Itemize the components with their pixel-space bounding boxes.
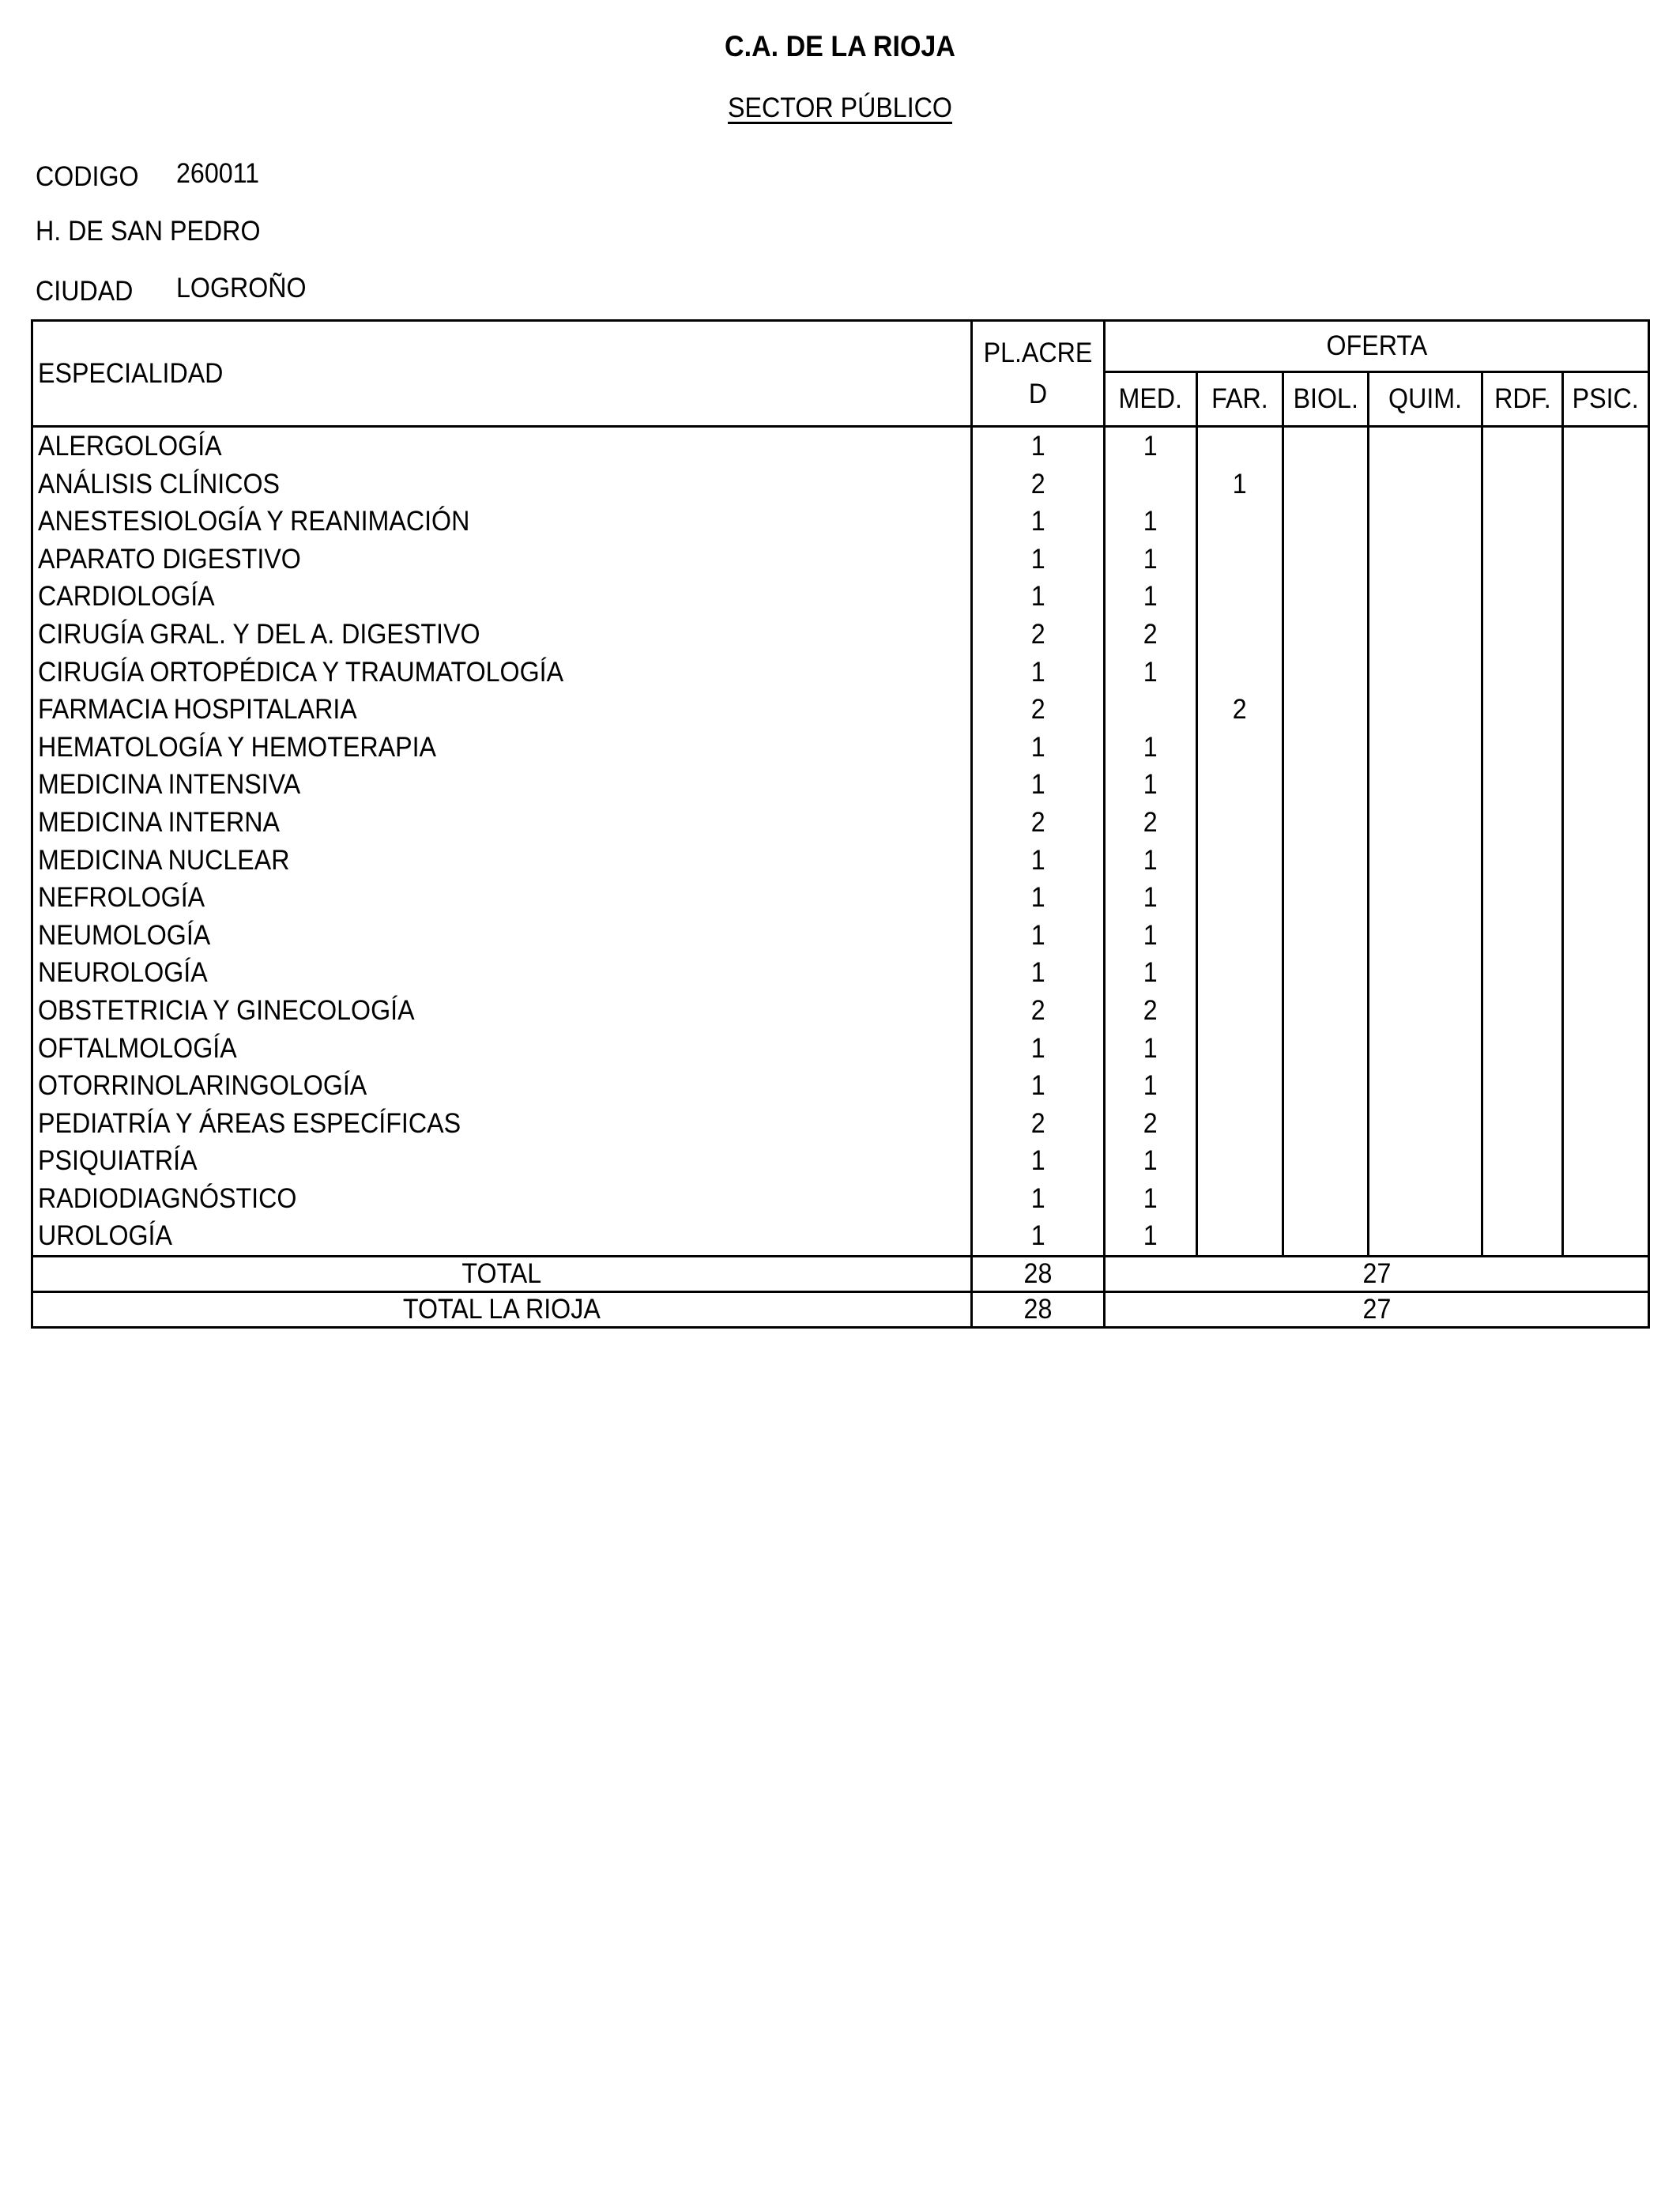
rdf-cell — [1482, 578, 1563, 616]
hospital-line — [36, 216, 280, 247]
especialidad-cell: OBSTETRICIA Y GINECOLOGÍA — [32, 992, 972, 1030]
far-cell — [1197, 1217, 1283, 1256]
header-plazas-acreditadas: PL.ACRE D — [972, 321, 1105, 427]
table-row — [32, 616, 1649, 654]
table-row — [32, 1180, 1649, 1218]
med-cell: 1 — [1105, 1180, 1197, 1218]
rdf-cell — [1482, 804, 1563, 842]
rdf-cell — [1482, 729, 1563, 767]
table-totals — [32, 1257, 1649, 1328]
total-label: TOTAL LA RIOJA — [32, 1292, 972, 1328]
especialidad-cell: NEUROLOGÍA — [32, 954, 972, 992]
psic-cell — [1563, 541, 1649, 579]
psic-cell — [1563, 766, 1649, 804]
especialidad-cell: MEDICINA NUCLEAR — [32, 842, 972, 880]
psic-cell — [1563, 992, 1649, 1030]
biol-cell — [1283, 427, 1369, 466]
far-cell — [1197, 842, 1283, 880]
especialidad-cell: CIRUGÍA ORTOPÉDICA Y TRAUMATOLOGÍA — [32, 654, 972, 692]
biol-cell — [1283, 766, 1369, 804]
page-title: C.A. DE LA RIOJA — [725, 30, 955, 62]
psic-cell — [1563, 879, 1649, 917]
med-cell: 1 — [1105, 1217, 1197, 1256]
med-cell: 1 — [1105, 541, 1197, 579]
psic-cell — [1563, 917, 1649, 955]
plazas-cell: 1 — [972, 954, 1105, 992]
rdf-cell — [1482, 992, 1563, 1030]
especialidad-cell: UROLOGÍA — [32, 1217, 972, 1256]
quim-cell — [1369, 1142, 1482, 1180]
table-row — [32, 954, 1649, 992]
far-cell — [1197, 729, 1283, 767]
psic-cell — [1563, 1217, 1649, 1256]
table-row — [32, 1217, 1649, 1256]
rdf-cell — [1482, 503, 1563, 541]
quim-cell — [1369, 954, 1482, 992]
med-cell: 2 — [1105, 1105, 1197, 1143]
rdf-cell — [1482, 691, 1563, 729]
biol-cell — [1283, 466, 1369, 503]
med-cell: 1 — [1105, 954, 1197, 992]
quim-cell — [1369, 1067, 1482, 1105]
psic-cell — [1563, 616, 1649, 654]
header-quim: QUIM. — [1369, 372, 1482, 427]
table-row — [32, 917, 1649, 955]
med-cell: 1 — [1105, 879, 1197, 917]
especialidad-cell: CIRUGÍA GRAL. Y DEL A. DIGESTIVO — [32, 616, 972, 654]
med-cell — [1105, 691, 1197, 729]
total-oferta: 27 — [1105, 1292, 1649, 1328]
far-cell — [1197, 427, 1283, 466]
biol-cell — [1283, 541, 1369, 579]
table-row — [32, 729, 1649, 767]
especialidad-cell: PSIQUIATRÍA — [32, 1142, 972, 1180]
header-oferta: OFERTA — [1105, 321, 1649, 372]
biol-cell — [1283, 954, 1369, 992]
quim-cell — [1369, 1217, 1482, 1256]
plazas-cell: 1 — [972, 879, 1105, 917]
far-cell — [1197, 578, 1283, 616]
psic-cell — [1563, 1180, 1649, 1218]
psic-cell — [1563, 427, 1649, 466]
far-cell — [1197, 1030, 1283, 1068]
table-row — [32, 1142, 1649, 1180]
header-psic: PSIC. — [1563, 372, 1649, 427]
table-row — [32, 691, 1649, 729]
especialidad-cell: CARDIOLOGÍA — [32, 578, 972, 616]
table-row — [32, 541, 1649, 579]
especialidad-cell: NEFROLOGÍA — [32, 879, 972, 917]
quim-cell — [1369, 427, 1482, 466]
quim-cell — [1369, 917, 1482, 955]
table-row — [32, 654, 1649, 692]
especialidad-cell: NEUMOLOGÍA — [32, 917, 972, 955]
header-far: FAR. — [1197, 372, 1283, 427]
plazas-cell: 2 — [972, 616, 1105, 654]
table-row — [32, 842, 1649, 880]
far-cell — [1197, 917, 1283, 955]
plazas-cell: 1 — [972, 541, 1105, 579]
biol-cell — [1283, 1105, 1369, 1143]
table-row — [32, 1105, 1649, 1143]
far-cell: 2 — [1197, 691, 1283, 729]
quim-cell — [1369, 466, 1482, 503]
especialidad-cell: FARMACIA HOSPITALARIA — [32, 691, 972, 729]
rdf-cell — [1482, 1105, 1563, 1143]
psic-cell — [1563, 1105, 1649, 1143]
psic-cell — [1563, 654, 1649, 692]
plazas-cell: 1 — [972, 729, 1105, 767]
far-cell — [1197, 766, 1283, 804]
table-row — [32, 427, 1649, 466]
quim-cell — [1369, 992, 1482, 1030]
biol-cell — [1283, 1217, 1369, 1256]
med-cell: 1 — [1105, 842, 1197, 880]
ciudad-value: LOGROÑO — [176, 273, 307, 303]
far-cell — [1197, 954, 1283, 992]
med-cell: 1 — [1105, 654, 1197, 692]
psic-cell — [1563, 1067, 1649, 1105]
plazas-cell: 1 — [972, 917, 1105, 955]
quim-cell — [1369, 654, 1482, 692]
far-cell — [1197, 541, 1283, 579]
rdf-cell — [1482, 616, 1563, 654]
plazas-cell: 1 — [972, 766, 1105, 804]
especialidad-cell: MEDICINA INTENSIVA — [32, 766, 972, 804]
quim-cell — [1369, 1030, 1482, 1068]
far-cell — [1197, 654, 1283, 692]
total-plazas: 28 — [972, 1257, 1105, 1292]
rdf-cell — [1482, 1180, 1563, 1218]
quim-cell — [1369, 541, 1482, 579]
plazas-cell: 2 — [972, 804, 1105, 842]
sector-label: SECTOR PÚBLICO — [728, 92, 952, 123]
med-cell: 2 — [1105, 616, 1197, 654]
especialidad-cell: HEMATOLOGÍA Y HEMOTERAPIA — [32, 729, 972, 767]
psic-cell — [1563, 466, 1649, 503]
far-cell — [1197, 503, 1283, 541]
rdf-cell — [1482, 541, 1563, 579]
plazas-cell: 2 — [972, 992, 1105, 1030]
page-subtitle — [67, 92, 1613, 124]
quim-cell — [1369, 804, 1482, 842]
total-label: TOTAL — [32, 1257, 972, 1292]
especialidades-table — [31, 319, 1650, 1329]
rdf-cell — [1482, 954, 1563, 992]
biol-cell — [1283, 616, 1369, 654]
biol-cell — [1283, 578, 1369, 616]
far-cell — [1197, 1142, 1283, 1180]
table-row — [32, 804, 1649, 842]
biol-cell — [1283, 804, 1369, 842]
codigo-label: CODIGO — [36, 161, 139, 192]
total-row — [32, 1257, 1649, 1292]
biol-cell — [1283, 503, 1369, 541]
rdf-cell — [1482, 766, 1563, 804]
quim-cell — [1369, 879, 1482, 917]
rdf-cell — [1482, 1030, 1563, 1068]
med-cell: 2 — [1105, 804, 1197, 842]
rdf-cell — [1482, 842, 1563, 880]
biol-cell — [1283, 842, 1369, 880]
far-cell — [1197, 804, 1283, 842]
plazas-cell: 1 — [972, 1142, 1105, 1180]
plazas-cell: 1 — [972, 1180, 1105, 1218]
psic-cell — [1563, 691, 1649, 729]
especialidad-cell: PEDIATRÍA Y ÁREAS ESPECÍFICAS — [32, 1105, 972, 1143]
especialidad-cell: MEDICINA INTERNA — [32, 804, 972, 842]
med-cell: 1 — [1105, 729, 1197, 767]
biol-cell — [1283, 1067, 1369, 1105]
biol-cell — [1283, 691, 1369, 729]
table-row — [32, 466, 1649, 503]
far-cell — [1197, 1180, 1283, 1218]
quim-cell — [1369, 1105, 1482, 1143]
quim-cell — [1369, 578, 1482, 616]
far-cell — [1197, 879, 1283, 917]
table-row — [32, 503, 1649, 541]
biol-cell — [1283, 992, 1369, 1030]
med-cell: 1 — [1105, 503, 1197, 541]
especialidad-cell: ANÁLISIS CLÍNICOS — [32, 466, 972, 503]
far-cell — [1197, 992, 1283, 1030]
psic-cell — [1563, 729, 1649, 767]
med-cell: 1 — [1105, 578, 1197, 616]
biol-cell — [1283, 917, 1369, 955]
total-oferta: 27 — [1105, 1257, 1649, 1292]
rdf-cell — [1482, 1217, 1563, 1256]
codigo-value: 260011 — [176, 158, 260, 189]
quim-cell — [1369, 691, 1482, 729]
med-cell: 1 — [1105, 1142, 1197, 1180]
plazas-cell: 1 — [972, 654, 1105, 692]
med-cell: 2 — [1105, 992, 1197, 1030]
plazas-cell: 1 — [972, 427, 1105, 466]
rdf-cell — [1482, 917, 1563, 955]
rdf-cell — [1482, 1067, 1563, 1105]
table-row — [32, 766, 1649, 804]
especialidad-cell: APARATO DIGESTIVO — [32, 541, 972, 579]
psic-cell — [1563, 578, 1649, 616]
especialidad-cell: RADIODIAGNÓSTICO — [32, 1180, 972, 1218]
psic-cell — [1563, 1142, 1649, 1180]
rdf-cell — [1482, 466, 1563, 503]
biol-cell — [1283, 1180, 1369, 1218]
table-row — [32, 992, 1649, 1030]
plazas-cell: 1 — [972, 842, 1105, 880]
hospital-name: H. DE SAN PEDRO — [36, 216, 261, 247]
especialidad-cell: ALERGOLOGÍA — [32, 427, 972, 466]
psic-cell — [1563, 503, 1649, 541]
med-cell: 1 — [1105, 427, 1197, 466]
quim-cell — [1369, 616, 1482, 654]
table-body — [32, 427, 1649, 1257]
plazas-cell: 2 — [972, 691, 1105, 729]
especialidad-cell: ANESTESIOLOGÍA Y REANIMACIÓN — [32, 503, 972, 541]
ciudad-label: CIUDAD — [36, 276, 134, 307]
header-med: MED. — [1105, 372, 1197, 427]
quim-cell — [1369, 766, 1482, 804]
biol-cell — [1283, 879, 1369, 917]
ciudad-line — [36, 273, 307, 307]
total-row — [32, 1292, 1649, 1328]
med-cell — [1105, 466, 1197, 503]
med-cell: 1 — [1105, 917, 1197, 955]
biol-cell — [1283, 654, 1369, 692]
psic-cell — [1563, 954, 1649, 992]
plazas-cell: 2 — [972, 466, 1105, 503]
far-cell: 1 — [1197, 466, 1283, 503]
header-biol: BIOL. — [1283, 372, 1369, 427]
med-cell: 1 — [1105, 766, 1197, 804]
table-row — [32, 879, 1649, 917]
biol-cell — [1283, 1030, 1369, 1068]
plazas-cell: 1 — [972, 1217, 1105, 1256]
rdf-cell — [1482, 879, 1563, 917]
total-plazas: 28 — [972, 1292, 1105, 1328]
plazas-cell: 1 — [972, 1067, 1105, 1105]
table-row — [32, 578, 1649, 616]
quim-cell — [1369, 842, 1482, 880]
psic-cell — [1563, 1030, 1649, 1068]
header-rdf: RDF. — [1482, 372, 1563, 427]
quim-cell — [1369, 1180, 1482, 1218]
far-cell — [1197, 616, 1283, 654]
psic-cell — [1563, 842, 1649, 880]
med-cell: 1 — [1105, 1067, 1197, 1105]
plazas-cell: 1 — [972, 578, 1105, 616]
psic-cell — [1563, 804, 1649, 842]
med-cell: 1 — [1105, 1030, 1197, 1068]
table-row — [32, 1030, 1649, 1068]
rdf-cell — [1482, 1142, 1563, 1180]
plazas-cell: 2 — [972, 1105, 1105, 1143]
codigo-line — [36, 158, 260, 193]
quim-cell — [1369, 729, 1482, 767]
especialidad-cell: OFTALMOLOGÍA — [32, 1030, 972, 1068]
especialidad-cell: OTORRINOLARINGOLOGÍA — [32, 1067, 972, 1105]
biol-cell — [1283, 1142, 1369, 1180]
rdf-cell — [1482, 427, 1563, 466]
far-cell — [1197, 1067, 1283, 1105]
biol-cell — [1283, 729, 1369, 767]
table-row — [32, 1067, 1649, 1105]
plazas-cell: 1 — [972, 1030, 1105, 1068]
far-cell — [1197, 1105, 1283, 1143]
rdf-cell — [1482, 654, 1563, 692]
plazas-cell: 1 — [972, 503, 1105, 541]
quim-cell — [1369, 503, 1482, 541]
header-especialidad: ESPECIALIDAD — [32, 321, 972, 427]
